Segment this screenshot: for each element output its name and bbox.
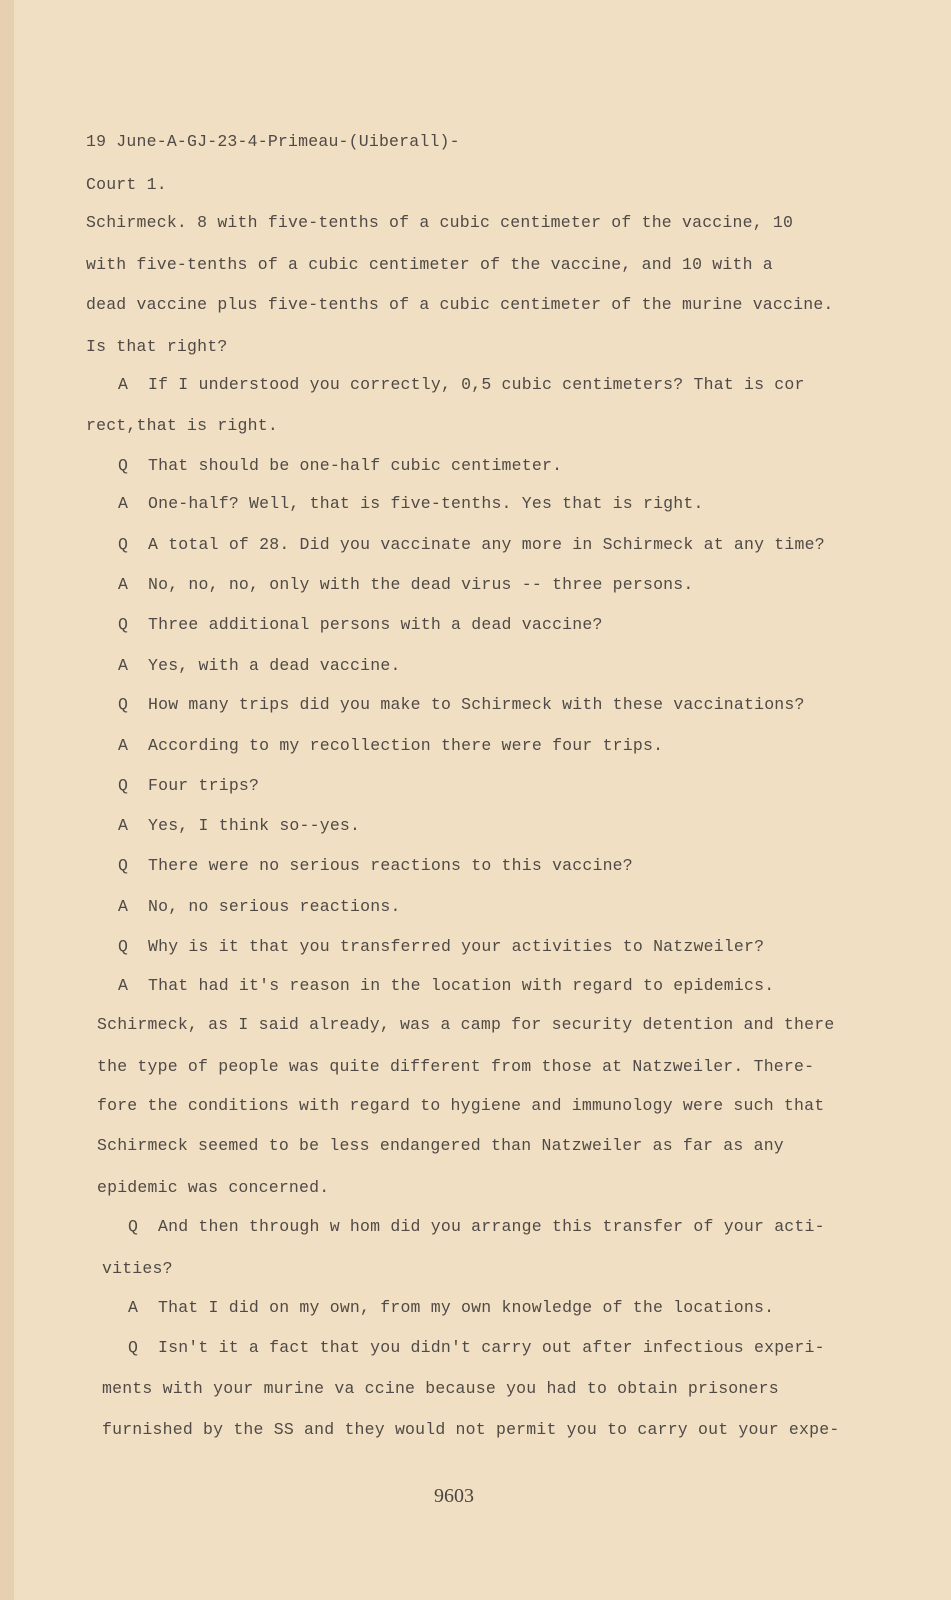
answer-line	[128, 1298, 774, 1317]
body-line: epidemic was concerned.	[97, 1178, 330, 1197]
speaker-label: A	[128, 1298, 139, 1317]
line-text: That should be one-half cubic centimeter.	[148, 456, 563, 475]
line-text: And then through w hom did you arrange this transfer of your acti-	[158, 1217, 825, 1236]
body-line: vities?	[102, 1259, 173, 1278]
question-line	[118, 856, 633, 875]
line-text: If I understood you correctly, 0,5 cubic centimeters? That is cor	[148, 375, 805, 394]
body-line: fore the conditions with regard to hygiene and immunology were such that	[97, 1096, 825, 1115]
speaker-label: Q	[128, 1217, 139, 1236]
answer-line	[118, 736, 663, 755]
speaker-label: A	[118, 976, 129, 995]
answer-line	[118, 976, 774, 995]
line-text: Three additional persons with a dead vaccine?	[148, 615, 603, 634]
speaker-label: A	[118, 897, 129, 916]
answer-line	[118, 656, 401, 675]
speaker-label: A	[118, 575, 129, 594]
answer-line	[118, 494, 704, 513]
line-text: No, no serious reactions.	[148, 897, 401, 916]
speaker-label: Q	[118, 776, 129, 795]
line-text: Yes, with a dead vaccine.	[148, 656, 401, 675]
speaker-label: A	[118, 494, 129, 513]
speaker-label: A	[118, 656, 129, 675]
line-text: That had it's reason in the location with regard to epidemics.	[148, 976, 775, 995]
question-line	[128, 1217, 825, 1236]
line-text: Why is it that you transferred your activities to Natzweiler?	[148, 937, 765, 956]
body-line: Schirmeck seemed to be less endangered than Natzweiler as far as any	[97, 1136, 784, 1155]
answer-line	[118, 575, 694, 594]
line-text: Isn't it a fact that you didn't carry out after infectious experi-	[158, 1338, 825, 1357]
speaker-label: Q	[118, 535, 129, 554]
page-number: 9603	[434, 1485, 474, 1507]
speaker-label: Q	[118, 695, 129, 714]
speaker-label: Q	[128, 1338, 139, 1357]
line-text: Yes, I think so--yes.	[148, 816, 361, 835]
speaker-label: Q	[118, 456, 129, 475]
question-line	[118, 456, 562, 475]
body-line: ments with your murine va ccine because you had to obtain prisoners	[102, 1379, 779, 1398]
line-text: According to my recollection there were four trips.	[148, 736, 664, 755]
answer-line	[118, 897, 401, 916]
body-line: the type of people was quite different from those at Natzweiler. There-	[97, 1057, 815, 1076]
question-line	[118, 615, 603, 634]
body-line: furnished by the SS and they would not permit you to carry out your expe-	[102, 1420, 840, 1439]
body-line: Schirmeck. 8 with five-tenths of a cubic centimeter of the vaccine, 10	[86, 213, 794, 232]
speaker-label: A	[118, 816, 129, 835]
body-line: Schirmeck, as I said already, was a camp for security detention and there	[97, 1015, 835, 1034]
answer-line	[118, 816, 360, 835]
speaker-label: Q	[118, 937, 129, 956]
speaker-label: Q	[118, 615, 129, 634]
body-line: dead vaccine plus five-tenths of a cubic centimeter of the murine vaccine.	[86, 295, 834, 314]
body-line: with five-tenths of a cubic centimeter of the vaccine, and 10 with a	[86, 255, 773, 274]
line-text: A total of 28. Did you vaccinate any more in Schirmeck at any time?	[148, 535, 825, 554]
question-line	[128, 1338, 825, 1357]
question-line	[118, 695, 805, 714]
line-text: There were no serious reactions to this vaccine?	[148, 856, 633, 875]
body-line: Is that right?	[86, 337, 228, 356]
question-line	[118, 535, 825, 554]
header-reference: 19 June-A-GJ-23-4-Primeau-(Uiberall)-	[86, 132, 460, 151]
speaker-label: Q	[118, 856, 129, 875]
header-court: Court 1.	[86, 175, 167, 194]
line-text: No, no, no, only with the dead virus -- three persons.	[148, 575, 694, 594]
speaker-label: A	[118, 736, 129, 755]
line-text: That I did on my own, from my own knowledge of the locations.	[158, 1298, 775, 1317]
body-line: rect,that is right.	[86, 416, 278, 435]
line-text: Four trips?	[148, 776, 260, 795]
line-text: How many trips did you make to Schirmeck with these vaccinations?	[148, 695, 805, 714]
question-line	[118, 937, 764, 956]
line-text: One-half? Well, that is five-tenths. Yes that is right.	[148, 494, 704, 513]
answer-line	[118, 375, 805, 394]
question-line	[118, 776, 259, 795]
speaker-label: A	[118, 375, 129, 394]
